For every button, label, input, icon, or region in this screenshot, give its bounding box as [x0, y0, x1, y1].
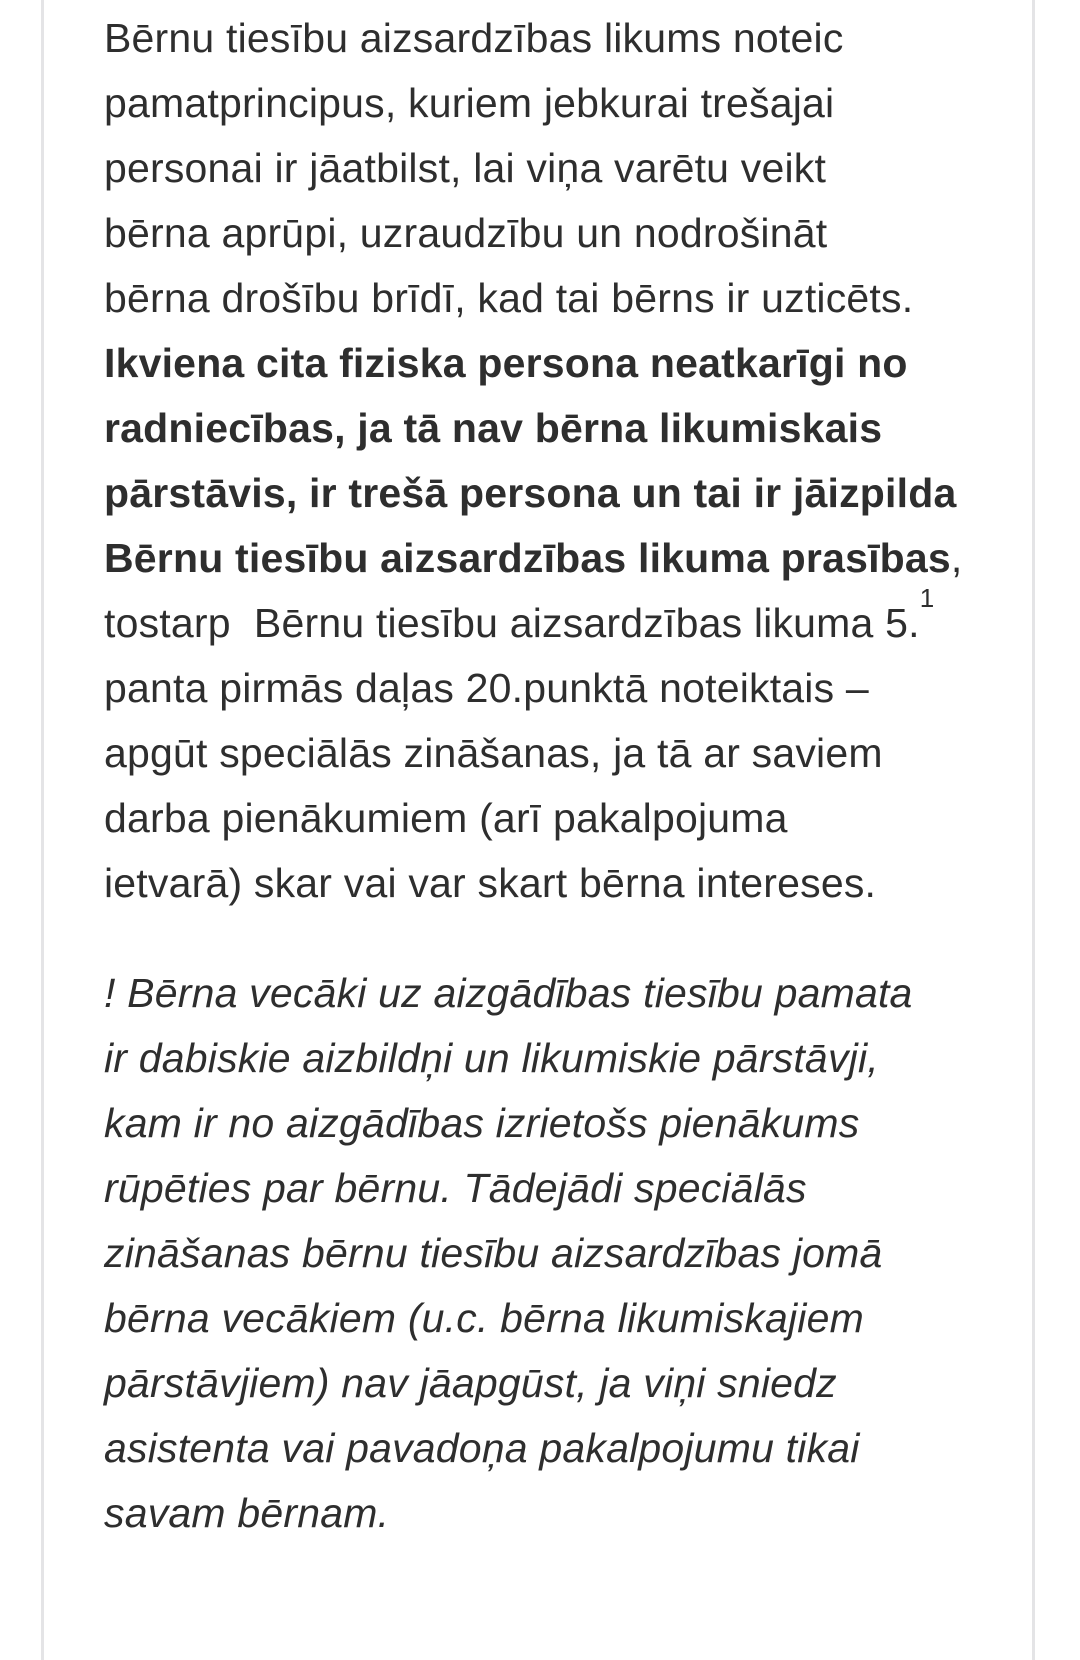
text-line-italic: kam ir no aizgādības izrietošs pienākums — [104, 1100, 860, 1146]
text-line-italic: asistenta vai pavadoņa pakalpojumu tikai — [104, 1425, 860, 1471]
text-line: darba pienākumiem (arī pakalpojuma — [104, 795, 788, 841]
note-paragraph — [104, 961, 1032, 1546]
reference-text: tostarp Bērnu tiesību aizsardzības likuma 5. — [104, 600, 920, 646]
text-line: personai ir jāatbilst, lai viņa varētu veikt — [104, 145, 827, 191]
text-line: bērna drošību brīdī, kad tai bērns ir uzticēts. — [104, 275, 914, 321]
text-line-italic: ir dabiskie aizbildņi un likumiskie pārstāvji, — [104, 1035, 879, 1081]
text-line-bold: radniecības, ja tā nav bērna likumiskais — [104, 405, 883, 451]
text-line-italic: bērna vecākiem (u.c. bērna likumiskajiem — [104, 1295, 864, 1341]
text-line: Bērnu tiesību aizsardzības likums noteic — [104, 15, 844, 61]
regular-comma: , — [950, 535, 963, 581]
text-line: apgūt speciālās zināšanas, ja tā ar saviem — [104, 730, 883, 776]
text-line-italic: zināšanas bērnu tiesību aizsardzības jomā — [104, 1230, 883, 1276]
text-line-bold: pārstāvis, ir trešā persona un tai ir jāizpilda — [104, 470, 957, 516]
text-line-italic: rūpēties par bērnu. Tādejādi speciālās — [104, 1165, 807, 1211]
text-line-italic: ! Bērna vecāki uz aizgādības tiesību pamata — [104, 970, 913, 1016]
text-line-reference — [104, 583, 1032, 656]
text-line: pamatprincipus, kuriem jebkurai trešajai — [104, 80, 835, 126]
text-line: bērna aprūpi, uzraudzību un nodrošināt — [104, 210, 828, 256]
text-line-italic: pārstāvjiem) nav jāapgūst, ja viņi sniedz — [104, 1360, 837, 1406]
legal-paragraph — [104, 6, 1032, 916]
text-line-mixed — [104, 526, 1032, 591]
text-line-bold: Ikviena cita fiziska persona neatkarīgi no — [104, 340, 908, 386]
text-line-italic: savam bērnam. — [104, 1490, 390, 1536]
page-card — [41, 0, 1035, 1660]
text-line: ietvarā) skar vai var skart bērna intereses. — [104, 860, 877, 906]
text-line: panta pirmās daļas 20.punktā noteiktais – — [104, 665, 869, 711]
footnote-superscript: 1 — [919, 583, 935, 614]
bold-phrase: Bērnu tiesību aizsardzības likuma prasības — [104, 535, 951, 581]
article-content — [44, 0, 1032, 1546]
